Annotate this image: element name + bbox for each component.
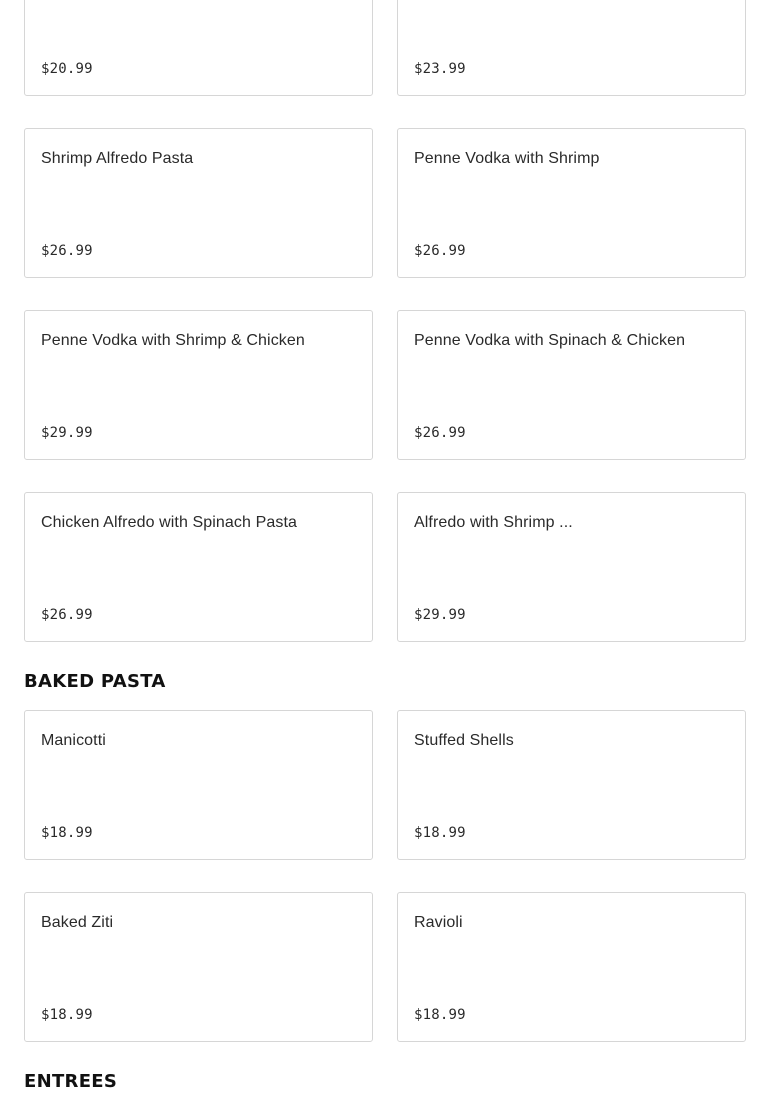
menu-item-name: Stuffed Shells (414, 732, 514, 749)
menu-row (0, 892, 770, 1042)
menu-item-price: $29.99 (41, 425, 93, 441)
section-title-entrees: ENTREES (24, 1071, 118, 1092)
menu-row (0, 128, 770, 278)
menu-item-card[interactable] (24, 128, 373, 278)
menu-item-name: Penne Vodka with Shrimp (414, 150, 600, 167)
menu-item-card[interactable] (397, 892, 746, 1042)
menu-row (0, 0, 770, 96)
menu-item-card[interactable] (24, 310, 373, 460)
menu-item-name: Baked Ziti (41, 914, 114, 931)
menu-item-name: Alfredo with Shrimp ... (414, 514, 573, 531)
menu-item-price: $18.99 (41, 1007, 93, 1023)
menu-item-card[interactable] (24, 710, 373, 860)
menu-row (0, 310, 770, 460)
menu-item-price: $20.99 (41, 61, 93, 77)
menu-item-name: Penne Vodka with Shrimp & Chicken (41, 332, 305, 349)
menu-item-card[interactable] (397, 310, 746, 460)
menu-item-price: $26.99 (41, 243, 93, 259)
menu-item-card[interactable] (24, 492, 373, 642)
menu-item-card[interactable] (24, 892, 373, 1042)
menu-item-price: $18.99 (41, 825, 93, 841)
menu-item-price: $18.99 (414, 1007, 466, 1023)
menu-row (0, 492, 770, 642)
menu-row (0, 710, 770, 860)
menu-item-name: Penne Vodka with Spinach & Chicken (414, 332, 686, 349)
menu-item-name: Shrimp Alfredo Pasta (41, 150, 194, 167)
menu-item-price: $26.99 (41, 607, 93, 623)
menu-item-price: $26.99 (414, 425, 466, 441)
menu-item-name: Ravioli (414, 914, 463, 931)
menu-item-price: $18.99 (414, 825, 466, 841)
menu-item-price: $23.99 (414, 61, 466, 77)
menu-item-price: $26.99 (414, 243, 466, 259)
menu-item-card[interactable] (397, 128, 746, 278)
menu-item-card[interactable] (397, 710, 746, 860)
section-title-baked-pasta: BAKED PASTA (24, 671, 166, 692)
menu-item-price: $29.99 (414, 607, 466, 623)
menu-item-name: Manicotti (41, 732, 106, 749)
menu-item-name: Chicken Alfredo with Spinach Pasta (41, 514, 297, 531)
menu-item-card[interactable] (24, 0, 373, 96)
menu-item-card[interactable] (397, 492, 746, 642)
menu-item-card[interactable] (397, 0, 746, 96)
